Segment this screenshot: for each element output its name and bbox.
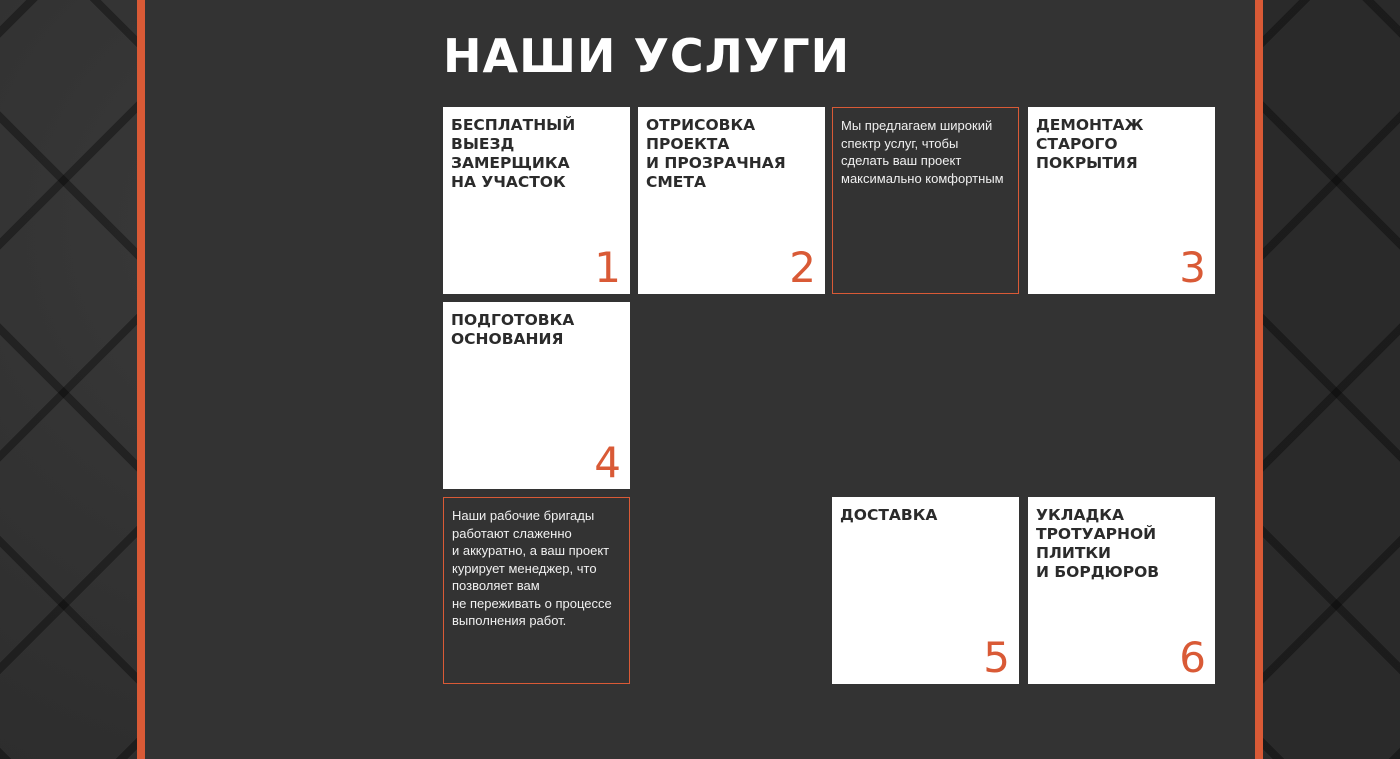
service-number: 3 [1179,243,1206,292]
service-card-4[interactable] [443,302,630,489]
service-title: ДОСТАВКА [840,506,938,524]
service-number: 1 [594,243,621,292]
service-title: ПОДГОТОВКА ОСНОВАНИЯ [451,311,575,348]
service-number: 5 [983,633,1010,682]
service-card-6[interactable] [1028,497,1215,684]
service-card-1[interactable] [443,107,630,294]
service-title: БЕСПЛАТНЫЙ ВЫЕЗД ЗАМЕРЩИКА НА УЧАСТОК [451,116,576,191]
info-text: Мы предлагаем широкий спектр услуг, чтобы сделать ваш проект максимально комфортным [841,118,1004,186]
info-text: Наши рабочие бригады работают слаженно и аккуратно, а ваш проект курирует менеджер, что позволяет вам не переживать о процессе выполнения работ. [452,508,612,628]
service-card-2[interactable] [638,107,825,294]
service-title: ДЕМОНТАЖ СТАРОГО ПОКРЫТИЯ [1036,116,1144,172]
service-card-5[interactable] [832,497,1019,684]
service-title: ОТРИСОВКА ПРОЕКТА И ПРОЗРАЧНАЯ СМЕТА [646,116,786,191]
service-number: 4 [594,438,621,487]
info-card-services [832,107,1019,294]
info-card-teams [443,497,630,684]
service-number: 6 [1179,633,1206,682]
service-number: 2 [789,243,816,292]
service-title: УКЛАДКА ТРОТУАРНОЙ ПЛИТКИ И БОРДЮРОВ [1036,506,1160,581]
service-card-3[interactable] [1028,107,1215,294]
section-title: НАШИ УСЛУГИ [443,29,851,83]
